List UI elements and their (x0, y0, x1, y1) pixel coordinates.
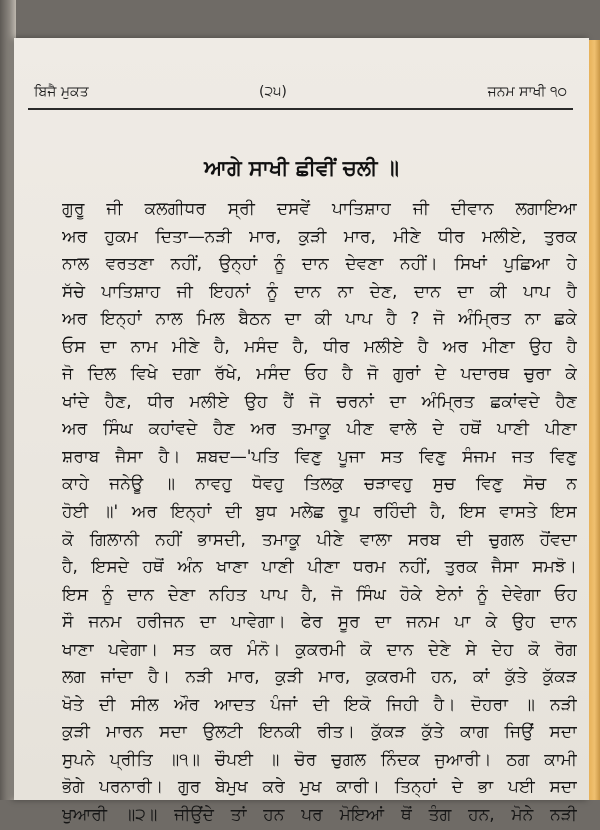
text-line: ਨਾਲ ਵਰਤਣਾ ਨਹੀਂ, ਉਨ੍ਹਾਂ ਨੂੰ ਦਾਨ ਦੇਵਣਾ ਨਹੀਂ। ਸਿਖਾਂ ਪੁਛਿਆ ਹੇ (62, 254, 577, 275)
text-line: ਅਰ ਸਿੰਘ ਕਹਾਂਵਦੇ ਹੈਣ ਅਰ ਤਮਾਕੂ ਪੀਣ ਵਾਲੇ ਦੇ ਹਥੋਂ ਪਾਣੀ ਪੀਣਾ (62, 419, 577, 440)
text-line: ਓਸ ਦਾ ਨਾਮ ਮੀਣੇ ਹੈ, ਮਸੰਦ ਹੈ, ਧੀਰ ਮਲੀਏ ਹੈ ਅਰ ਮੀਣਾ ਉਹ ਹੈ (62, 336, 577, 357)
header-book-title: ਬਿਜੈ ਮੁਕਤ (34, 84, 89, 100)
running-header (14, 84, 589, 108)
text-line: ਹੈ, ਇਸਦੇ ਹਥੋਂ ਅੰਨ ਖਾਣਾ ਪਾਣੀ ਪੀਣਾ ਧਰਮ ਨਹੀਂ, ਤੁਰਕ ਜੈਸਾ ਸਮਝੋ। (62, 557, 577, 578)
text-line: ਖੁਆਰੀ ॥੨॥ ਜੀਉਂਦੇ ਤਾਂ ਹਨ ਪਰ ਮੋਇਆਂ ਥੋਂ ਤੰਗ ਹਨ, ਮੋਨੇ ਨੜੀ (62, 805, 577, 826)
text-line: ਸ਼ਰਾਬ ਜੈਸਾ ਹੈ। ਸ਼ਬਦ—'ਪਤਿ ਵਿਣੁ ਪੂਜਾ ਸਤ ਵਿਣੁ ਸੰਜਮ ਜਤ ਵਿਣੁ (62, 446, 577, 467)
book-page (14, 38, 589, 826)
text-line: ਜੋ ਦਿਲ ਵਿਖੇ ਦਗਾ ਰੱਖੇ, ਮਸੰਦ ਓਹ ਹੈ ਜੋ ਗੁਰਾਂ ਦੇ ਪਦਾਰਥ ਚੁਰਾ ਕੇ (62, 364, 577, 385)
text-line: ਖਾਂਦੇ ਹੈਣ, ਧੀਰ ਮਲੀਏ ਉਹ ਹੈਂ ਜੋ ਚਰਨਾਂ ਦਾ ਅੰਮ੍ਰਿਤ ਛਕਾਂਵਦੇ ਹੈਣ (62, 391, 577, 412)
text-line: ਹੋਈ ॥' ਅਰ ਇਨ੍ਹਾਂ ਦੀ ਬੁਧ ਮਲੇਛ ਰੂਪ ਰਹਿੰਦੀ ਹੈ, ਇਸ ਵਾਸਤੇ ਇਸ (62, 502, 577, 523)
text-line: ਸੱਚੇ ਪਾਤਿਸ਼ਾਹ ਜੀ ਇਹਨਾਂ ਨੂੰ ਦਾਨ ਨਾ ਦੇਣ, ਦਾਨ ਦਾ ਕੀ ਪਾਪ ਹੈ (62, 281, 577, 302)
header-chapter-title: ਜਨਮ ਸਾਖੀ ੧੦ (487, 84, 567, 100)
text-line: ਅਰ ਇਨ੍ਹਾਂ ਨਾਲ ਮਿਲ ਬੈਠਨ ਦਾ ਕੀ ਪਾਪ ਹੈ ? ਜੋ ਅੰਮ੍ਰਿਤ ਨਾ ਛਕੇ (62, 309, 577, 330)
section-title: ਆਗੇ ਸਾਖੀ ਛੀਵੀਂ ਚਲੀ ॥ (204, 156, 399, 180)
book-page-edges (589, 40, 600, 800)
header-rule (28, 108, 573, 110)
text-line: ਖਾਣਾ ਪਵੇਗਾ। ਸਤ ਕਰ ਮੰਨੋ। ਕੁਕਰਮੀ ਕੋ ਦਾਨ ਦੇਣੇ ਸੇ ਦੇਹ ਕੋ ਰੋਗ (62, 639, 577, 660)
text-line: ਗੁਰੂ ਜੀ ਕਲਗੀਧਰ ਸ੍ਰੀ ਦਸਵੇਂ ਪਾਤਿਸ਼ਾਹ ਜੀ ਦੀਵਾਨ ਲਗਾਇਆ (62, 199, 577, 219)
body-text (62, 196, 577, 830)
text-line: ਖੋਤੇ ਦੀ ਸੀਲ ਔਰ ਆਦਤ ਪੰਜਾਂ ਦੀ ਇਕੋ ਜਿਹੀ ਹੈ। ਦੋਹਰਾ ॥ ਨੜੀ (62, 694, 577, 715)
text-line: ਕੋ ਗਿਲਾਨੀ ਨਹੀਂ ਭਾਸਦੀ, ਤਮਾਕੂ ਪੀਣੇ ਵਾਲਾ ਸਰਬ ਦੀ ਚੁਗਲ ਹੋਂਵਦਾ (62, 529, 577, 550)
text-line: ਸੌ ਜਨਮ ਹਰੀਜਨ ਦਾ ਪਾਵੇਗਾ। ਫੇਰ ਸੂਰ ਦਾ ਜਨਮ ਪਾ ਕੇ ਉਹ ਦਾਨ (62, 612, 577, 633)
text-line: ਅਰ ਹੁਕਮ ਦਿਤਾ—ਨੜੀ ਮਾਰ, ਕੁੜੀ ਮਾਰ, ਮੀਣੇ ਧੀਰ ਮਲੀਏ, ਤੁਰਕ (62, 226, 577, 247)
page-number: (੨੫) (259, 84, 287, 100)
text-line: ਭੋਗੇ ਪਰਨਾਰੀ। ਗੁਰ ਬੇਮੁਖ ਕਰੇ ਮੁਖ ਕਾਰੀ। ਤਿਨ੍ਹਾਂ ਦੇ ਭਾ ਪਈ ਸਦਾ (62, 777, 577, 798)
text-line: ਕੁੜੀ ਮਾਰਨ ਸਦਾ ਉਲਟੀ ਇਨਕੀ ਰੀਤ। ਕੁੱਕੜ ਕੁੱਤੇ ਕਾਗ ਜਿਉਂ ਸਦਾ (62, 722, 577, 743)
text-line: ਇਸ ਨੂੰ ਦਾਨ ਦੇਣਾ ਨਹਿਤ ਪਾਪ ਹੈ, ਜੋ ਸਿੰਘ ਹੋਕੇ ਏਨਾਂ ਨੂੰ ਦੇਵੇਗਾ ਓਹ (62, 584, 577, 605)
text-line: ਲਗ ਜਾਂਦਾ ਹੈ। ਨੜੀ ਮਾਰ, ਕੁੜੀ ਮਾਰ, ਕੁਕਰਮੀ ਹਨ, ਕਾਂ ਕੁੱਤੇ ਕੁੱਕੜ (62, 667, 577, 688)
text-line: ਕਾਹੇ ਜਨੇਊ ॥ ਨਾਵਹੁ ਧੋਵਹੁ ਤਿਲਕੁ ਚੜਾਵਹੁ ਸੁਚ ਵਿਣੁ ਸੋਚ ਨ (62, 474, 577, 495)
text-line: ਸੁਪਨੇ ਪ੍ਰੀਤਿ ॥੧॥ ਚੌਪਈ ॥ ਚੋਰ ਚੁਗਲ ਨਿੰਦਕ ਜੁਆਰੀ। ਠਗ ਕਾਮੀ (62, 749, 577, 770)
